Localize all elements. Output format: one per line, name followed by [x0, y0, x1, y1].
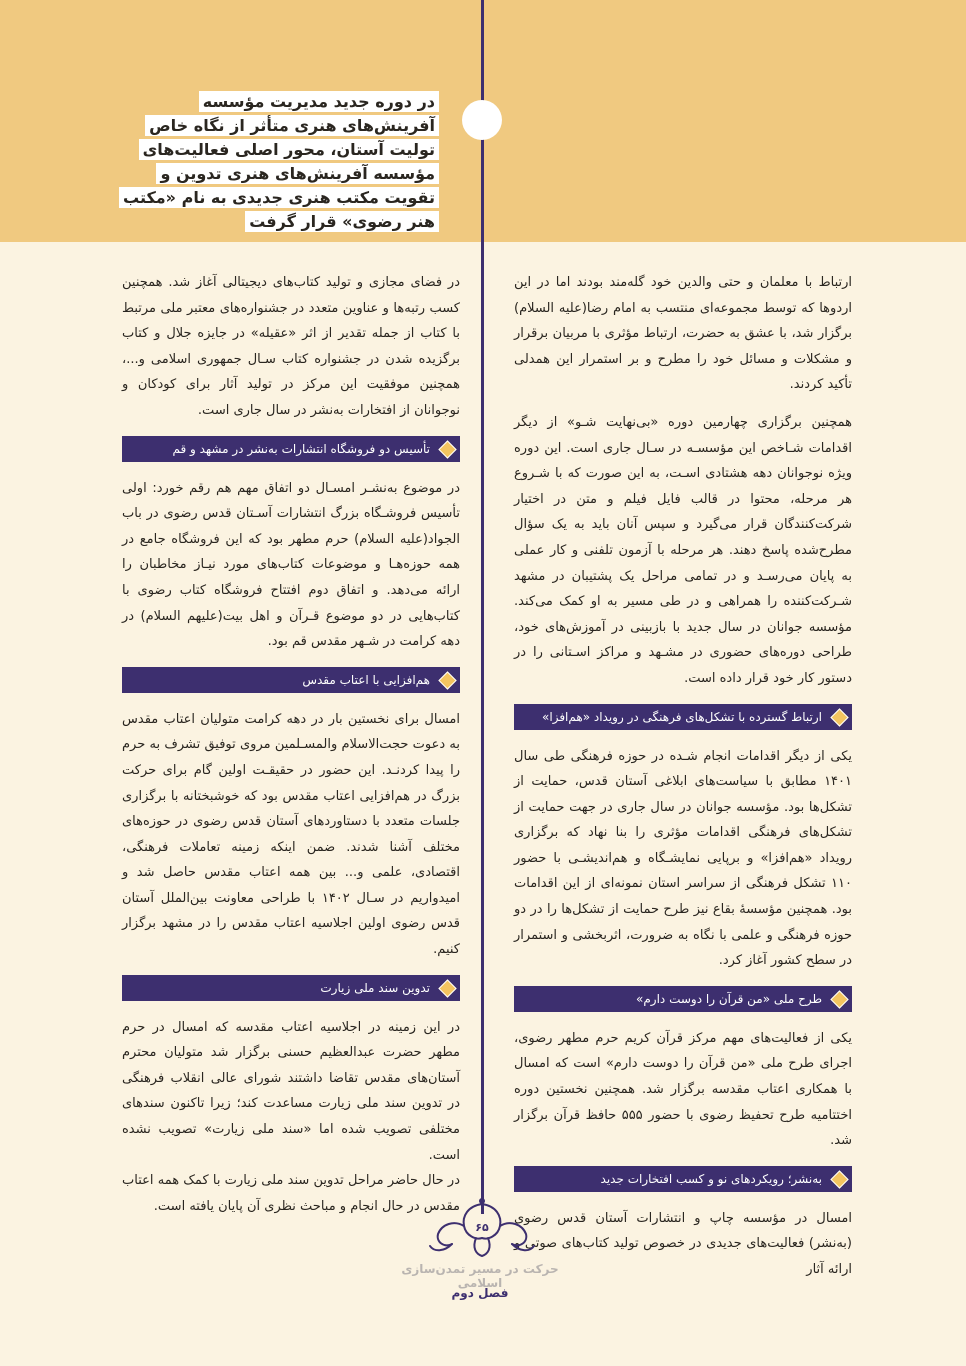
heading-quran-plan: طرح ملی «من قرآن را دوست دارم»: [514, 986, 852, 1012]
left-paragraph-2: در موضوع به‌نشـر امسـال دو اتفاق مهم هم رقم خورد: اولی تأسیس فروشـگاه بزرگ انتشارات آسـتان قدس رضوی در باب الجواد(علیه السلام) حرم مطهر بود که این فروشگاه جامع در همه حوزه‌هـا و موضوعات کتاب‌های مورد نیـاز مخاطبان را ارائه می‌دهد. و اتفاق دوم افتتاح فروشگاه کتاب رضوی با کتاب‌هایی در دو موضوع قـرآن و اهل بیت(علیهم السلام) در دهه کرامت در شـهر مقدس قم بود.: [122, 480, 460, 650]
heading-bookstores: تأسیس دو فروشگاه انتشارات به‌نشر در مشهد و قم: [122, 436, 460, 462]
diamond-bullet-icon: [830, 1170, 848, 1188]
heading-behnashr: به‌نشر؛ رویکردهای نو و کسب افتخارات جدید: [514, 1166, 852, 1192]
pull-quote: در دوره جدید مدیریت مؤسسه آفرینش‌های هنری متأثر از نگاه خاص تولیت آستان، محور اصلی فعالیت‌های مؤسسه آفرینش‌های هنری تدوین و تقویت مکتب هنری جدیدی به نام «مکتب هنر رضوی» قرار گرفت: [109, 90, 439, 234]
left-paragraph-3: امسال برای نخستین بار در دهه کرامت متولیان اعتاب مقدس به دعوت حجت‌الاسلام والمسـلمین مروی توفیق تشرف به حرم را پیدا کردنـد. این حضور در حقیقـت اولین گام برای حرکت بزرگ در هم‌افزایی اعتاب مقدس بود که خوشبختانه با برگزاری جلسات متعدد با دستاوردهای آستان قدس رضوی در حوزه‌های مختلف آشنا شدند. ضمن اینکه زمینه تعاملات فرهنگی، اقتصادی، علمی و... بین همه اعتاب مقدس حاصل شد و امیدواریم در سـال ۱۴۰۲ با طراحی معاونت بین‌الملل آستان قدس رضوی اولین اجلاسیه اعتاب مقدس را در مشهد برگزار کنیم.: [122, 711, 460, 958]
heading-holy-shrines: هم‌افزایی با اعتاب مقدس: [122, 667, 460, 693]
heading-pilgrimage-document: تدوین سند ملی زیارت: [122, 975, 460, 1001]
left-paragraph-4: در این زمینه در اجلاسیه اعتاب مقدسه که امسال در حرم مطهر حضرت عبدالعظیم حسنی برگزار شد متولیان محترم آستان‌های مقدس تقاضا داشتند شورای عالی انقلاب فرهنگی در تدوین سند ملی زیارت مساعدت کند؛ زیرا تاکنون سندهای مختلفی تصویب شده اما «سند ملی زیارت» تصویب نشده است.: [122, 1019, 460, 1163]
right-paragraph-3: یکی از دیگر اقدامات انجام شـده در حوزه فرهنگی طی سال ۱۴۰۱ مطابق با سیاست‌های ابلاغی آستان قدس، حمایت از تشکل‌ها بود. مؤسسه جوانان در سال جاری در جهت حمایت از تشکل‌های فرهنگی اقدامات مؤثری را بنا نهاد که برگزاری رویداد «هم‌افزا» و برپایی نمایشـگاه و هم‌اندیشـی با حضور ۱۱۰ تشکل فرهنگی از سراسر استان نمونه‌ای از این اقدامات بود. همچنین مؤسسهٔ بقاع نیز طرح حمایت از تشکل‌ها را در دو حوزه فرهنگی و علمی با نگاه به ضرورت، اثربخشی و استمرار در سطح کشور آغاز کرد.: [514, 748, 852, 969]
page-number: ۶۵: [475, 1221, 489, 1234]
left-paragraph-5: در حال حاضر مراحل تدوین سند ملی زیارت با کمک همه اعتاب مقدس در حال انجام و مباحث نظری آن پایان یافته است.: [122, 1173, 460, 1214]
book-title: حرکت در مسیر تمدن‌سازی اسلامی: [401, 1262, 559, 1290]
right-paragraph-5: امسال در مؤسسه چاپ و انتشارات آستان قدس رضوی (به‌نشر) فعالیت‌های جدیدی در خصوص تولید کتاب‌های صوتی و ارائه آثار: [514, 1210, 852, 1277]
left-paragraph-1: در فضای مجازی و تولید کتاب‌های دیجیتالی آغاز شد. همچنین کسب رتبه‌ها و عناوین متعدد در جشنواره‌های معتبر ملی مرتبط با کتاب از جمله تقدیر از اثر «عقیله» در جایزه جلال و کتاب برگزیده شدن در جشنواره کتاب سـال جمهوری اسلامی و...، همچنین موفقیت این مرکز در تولید آثار برای کودکان و نوجوانان از افتخارات به‌نشر در سال جاری است.: [122, 275, 460, 418]
left-column: [122, 270, 460, 1219]
rule-circle-ornament: [462, 100, 502, 140]
heading-hamafza: ارتباط گسترده با تشکل‌های فرهنگی در رویداد «هم‌افزا»: [514, 704, 852, 730]
right-paragraph-1: ارتباط با معلمان و حتی والدین خود گله‌مند بودند اما در این اردوها که توسط مجموعه‌ای منتسب به امام رضا(علیه السلام) برگزار شد، با عشق به حضرت، ارتباط مؤثری با مربیان برقرار و مشکلات و مسائل خود را مطرح و بر استمرار این همدلی تأکید کردند.: [514, 275, 852, 393]
right-paragraph-4: یکی از فعالیت‌های مهم مرکز قرآن کریم حرم مطهر رضوی، اجرای طرح ملی «من قرآن را دوست دارم» است که امسال با همکاری اعتاب مقدسه برگزار شد. همچنین نخستین دوره اختتامیه طرح تحفیظ رضوی با حضور ۵۵۵ حافظ قرآن برگزار شد.: [514, 1030, 852, 1149]
diamond-bullet-icon: [438, 979, 456, 997]
diamond-bullet-icon: [830, 708, 848, 726]
right-paragraph-2: همچنین برگزاری چهارمین دوره «بی‌نهایت شـو» از دیگر اقدامات شـاخص این مؤسسـه در سـال جاری است. این دوره ویژه نوجوانان دهه هشتادی اسـت، به این صورت که با شـروع هر مرحله، محتوا در قالب فایل فیلم و متن در اختیار شرکت‌کنندگان قرار می‌گیرد و سپس آنان باید به یک سؤال مطرح‌شده پاسخ دهند. هر مرحله با آزمون تلفنی و کار عملی به پایان می‌رسـد و در تمامی مراحل یک پشتیبان در مشهد شـرکت‌کننده را همراهی و در طی مسیر به او کمک می‌کند. مؤسسه جوانان در سال جدید با بازبینی در آموزش‌های خود، طراحی دوره‌های حضوری در مشـهد و مراکز اسـتانی را در دستور کار خود قرار داده است.: [514, 414, 852, 686]
diamond-bullet-icon: [438, 440, 456, 458]
chapter-label: فصل دوم: [451, 1286, 509, 1300]
right-column: [514, 270, 852, 1283]
diamond-bullet-icon: [438, 671, 456, 689]
center-column-rule: [481, 0, 484, 1214]
diamond-bullet-icon: [830, 990, 848, 1008]
